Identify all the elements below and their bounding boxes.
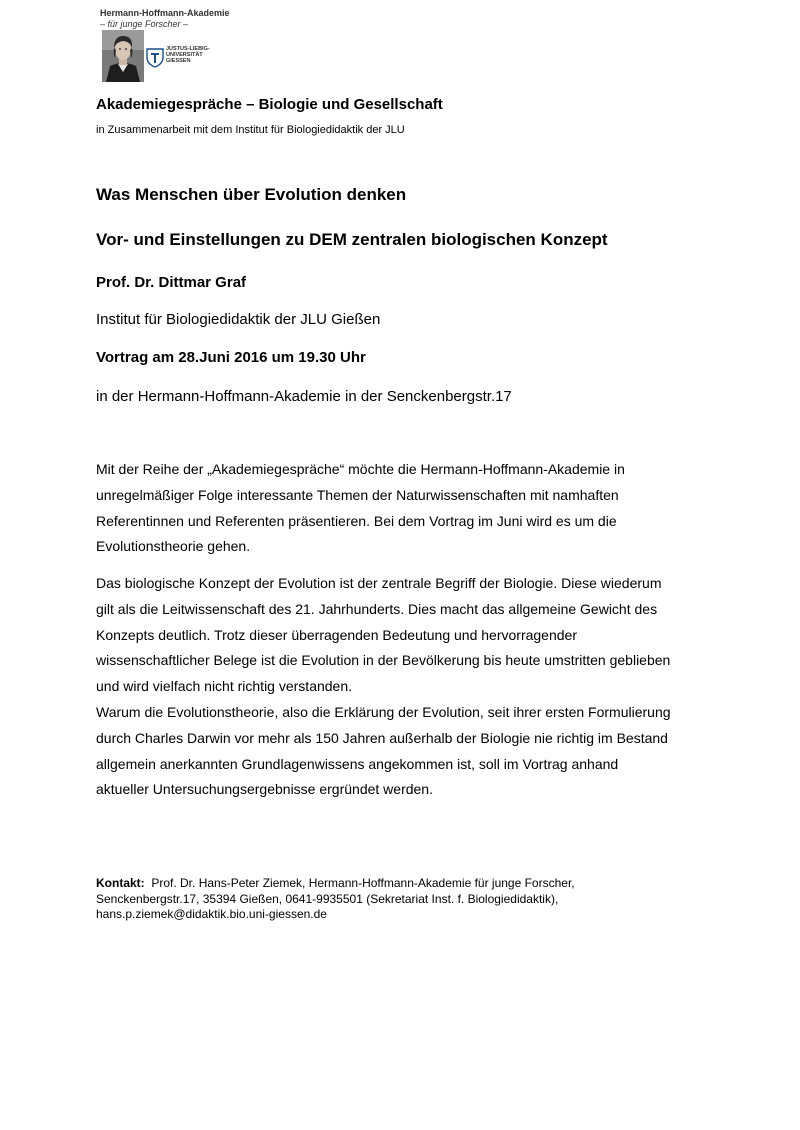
paragraph-line: und wird vielfach nicht richtig verstanden. <box>96 678 353 695</box>
university-name-line3: GIESSEN <box>166 58 191 64</box>
paragraph-line: Mit der Reihe der „Akademiegespräche“ möchte die Hermann-Hoffmann-Akademie in <box>96 461 625 477</box>
paragraph-line: Referentinnen und Referenten präsentieren. Bei dem Vortrag im Juni wird es um die <box>96 512 617 529</box>
contact-email[interactable]: hans.p.ziemek@didaktik.bio.uni-giessen.de <box>96 907 327 921</box>
university-name-line2: UNIVERSITÄT <box>166 52 203 58</box>
contact-address: Senckenbergstr.17, 35394 Gießen, 0641-9935501 (Sekretariat Inst. f. Biologiedidaktik), <box>96 891 559 906</box>
portrait-drawing <box>102 30 144 82</box>
speaker-name: Prof. Dr. Dittmar Graf <box>96 274 247 291</box>
talk-venue: in der Hermann-Hoffmann-Akademie in der Senckenbergstr.17 <box>96 388 512 405</box>
contact-label: Kontakt: <box>96 876 145 890</box>
paragraph-line: Konzepts deutlich. Trotz dieser überragenden Bedeutung und hervorragender <box>96 626 577 643</box>
speaker-institute: Institut für Biologiedidaktik der JLU Gießen <box>96 311 381 328</box>
intro-paragraph <box>96 457 716 560</box>
university-name-line1: JUSTUS-LIEBIG- <box>166 46 210 52</box>
paragraph-line: allgemein anerkannten Grundlagenwissens angekommen ist, soll im Vortrag anhand <box>96 755 619 772</box>
talk-date: Vortrag am 28.Juni 2016 um 19.30 Uhr <box>96 349 366 366</box>
academy-logo-subtitle: – für junge Forscher – <box>100 19 189 29</box>
paragraph-line: gilt als die Leitwissenschaft des 21. Jahrhunderts. Dies macht das allgemeine Gewicht des <box>96 600 658 617</box>
paragraph-line: Warum die Evolutionstheorie, also die Erklärung der Evolution, seit ihrer ersten Formulierung <box>96 703 671 720</box>
contact-line1 <box>96 876 575 892</box>
paragraph-line: unregelmäßiger Folge interessante Themen der Naturwissenschaften mit namhaften <box>96 486 619 503</box>
paragraph-line: durch Charles Darwin vor mehr als 150 Jahren außerhalb der Biologie nie richtig im Bestand <box>96 729 668 746</box>
paragraph-line: Evolutionstheorie gehen. <box>96 538 251 555</box>
talk-title: Was Menschen über Evolution denken <box>96 185 407 204</box>
cooperation-note: in Zusammenarbeit mit dem Institut für Biologiedidaktik der JLU <box>96 124 405 136</box>
academy-logo-title: Hermann-Hoffmann-Akademie <box>100 8 230 18</box>
paragraph-line: Das biologische Konzept der Evolution ist der zentrale Begriff der Biologie. Diese wiederum <box>96 575 662 591</box>
university-crest-icon <box>146 48 164 68</box>
paragraph-line: wissenschaftlicher Belege ist die Evolution in der Bevölkerung bis heute umstritten geblieben <box>96 652 671 669</box>
paragraph-line: aktueller Untersuchungsergebnisse ergründet werden. <box>96 781 433 798</box>
description-paragraph <box>96 571 716 803</box>
portrait-image <box>102 30 144 82</box>
contact-person: Prof. Dr. Hans-Peter Ziemek, Hermann-Hoffmann-Akademie für junge Forscher, <box>151 876 575 890</box>
contact-block <box>96 876 575 923</box>
series-heading: Akademiegespräche – Biologie und Gesellschaft <box>96 96 443 113</box>
university-logo <box>146 46 216 68</box>
talk-subtitle: Vor- und Einstellungen zu DEM zentralen biologischen Konzept <box>96 230 608 249</box>
